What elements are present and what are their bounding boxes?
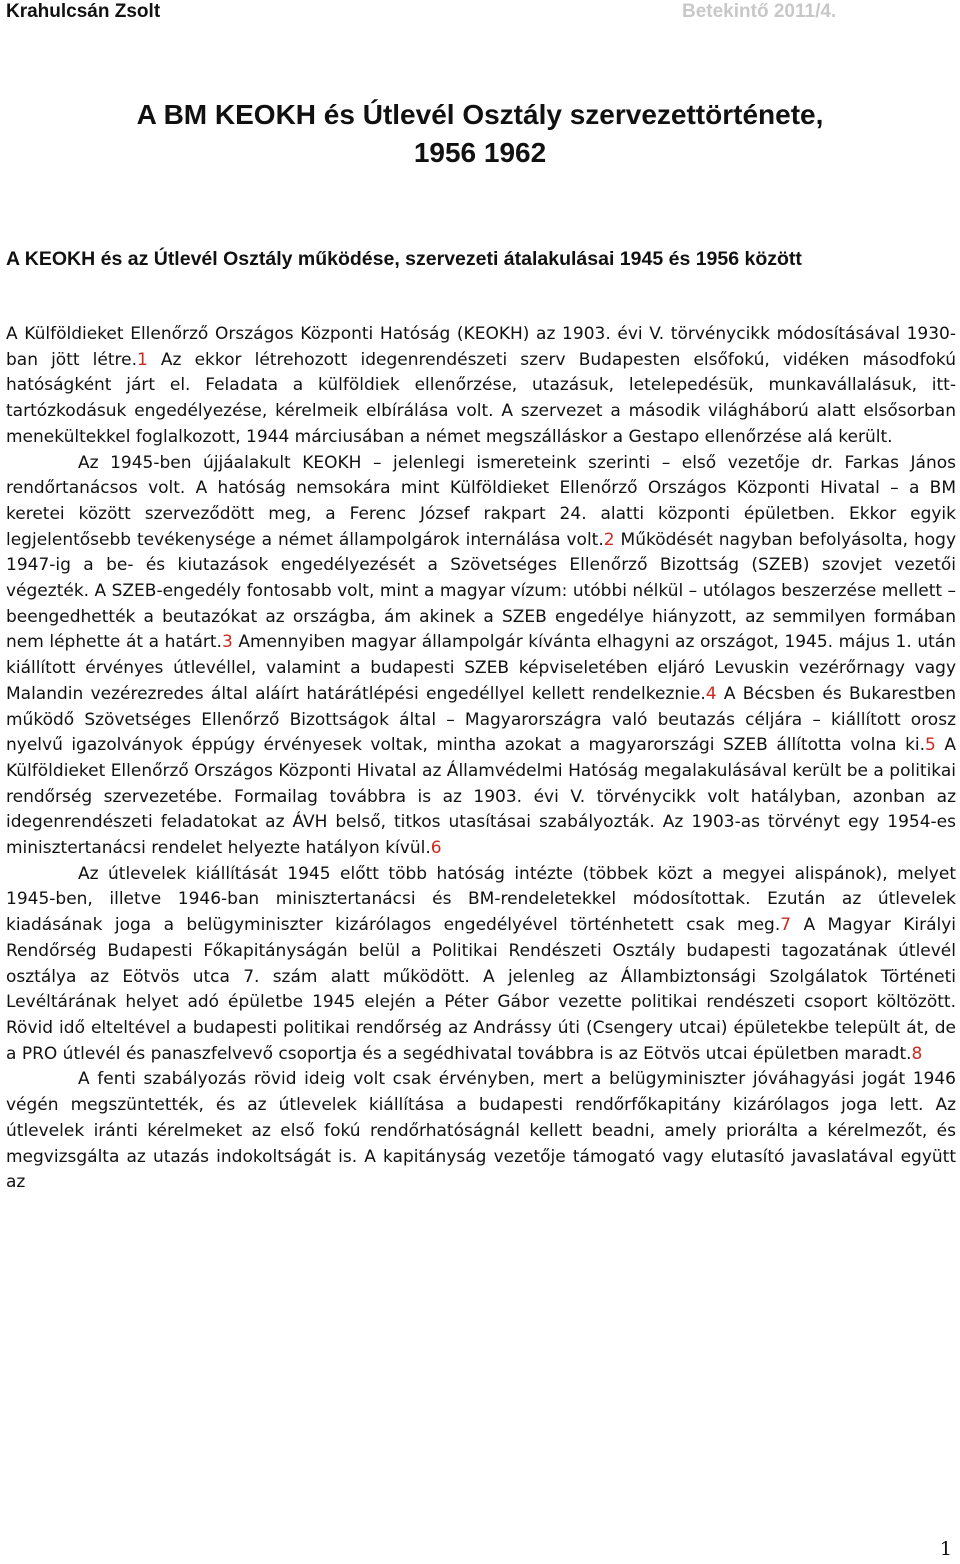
header-author: Krahulcsán Zsolt [6, 1, 161, 22]
paragraph-text: A Magyar Királyi Rendőrség Budapesti Főkapitányságán belül a Politikai Rendészeti Osztály budapesti tagozatának útlevél osztálya az Eötvös utca 7. szám alatt működött. A jelenleg az Állambiztonsági Szolgálatok Történeti Levéltárának helyet adó épületbe 1945 elején a Péter Gábor vezette politikai rendészeti csoport költözött. Rövid idő elteltével a budapesti politikai rendőrség az Andrássy úti (Csengery utcai) épületekbe települt át, de a PRO útlevél és panaszfelvevő csoportja és a segédhivatal továbbra is az Eötvös utcai épületben maradt. [6, 915, 957, 1064]
paragraph [6, 451, 956, 862]
footnote-ref[interactable]: 7 [780, 915, 792, 936]
paragraph-text: Amennyiben magyar állampolgár kívánta elhagyni az országot, 1945. május 1. után kiállított érvényes útlevéllel, valamint a budapesti SZEB képviseletében eljáró Levuskin vezérőrnagy vagy Malandin vezérezredes által aláírt határátlépési engedéllyel kellett rendelkeznie. [6, 632, 956, 704]
paragraph-text: Működését nagyban befolyásolta, hogy 1947-ig a be- és kiutazások engedélyezését a Szövetséges Ellenőrző Bizottság (SZEB) szovjet vezetői végezték. A SZEB-engedély fontosabb volt, mint a magyar vízum: utóbbi nélkül – utólagos beszerzése mellett – beengedhették a beutazókat az országba, ám akinek a SZEB engedélye hiányzott, az semmilyen formában nem léphette át a határt. [6, 529, 956, 653]
paragraph-text: A fenti szabályozás rövid ideig volt csak érvényben, mert a belügyminiszter jóváhagyási jogát 1946 végén megszüntették, és az útlevelek kiállítása a budapesti rendőrfőkapitány kizárólagos joga lett. Az útlevelek iránti kérelmeket az első fokú rendőrhatóságnál kellett beadni, amely priorálta a kérelmezőt, és megvizsgálta az utazás indokoltságát is. A kapitányság vezetője támogató vagy elutasító javaslatával együtt az [6, 1069, 956, 1193]
paragraph [6, 862, 956, 1068]
article-title [0, 96, 960, 172]
footnote-ref[interactable]: 6 [430, 838, 442, 859]
footnote-ref[interactable]: 4 [705, 683, 717, 704]
paragraph-text: Az ekkor létrehozott idegenrendészeti szerv Budapesten elsőfokú, vidéken másodfokú hatóságként járt el. Feladata a külföldiek ellenőrzése, utazásuk, letelepedésük, munkavállalásuk, itt-tartózkodásuk engedélyezése, kérelmeik elbírálása volt. A szervezet a második világháború alatt elsősorban menekültekkel foglalkozott, 1944 márciusában a német megszálláskor a Gestapo ellenőrzése alá került. [6, 349, 956, 447]
article-title-line-2: 1956 1962 [413, 137, 547, 168]
page-number: 1 [939, 1538, 952, 1560]
paragraph-text: A Bécsben és Bukarestben működő Szövetséges Ellenőrző Bizottságok által – Magyarországra való beutazás céljára – kiállított orosz nyelvű igazolványok éppúgy érvényesek voltak, mintha azokat a magyarországi SZEB állította volna ki. [6, 683, 956, 756]
paragraph [6, 322, 956, 451]
section-heading: A KEOKH és az Útlevél Osztály működése, szervezeti átalakulásai 1945 és 1956 között [6, 248, 802, 270]
paragraph-text: Az 1945-ben újjáalakult KEOKH – jelenlegi ismereteink szerinti – első vezetője dr. Farkas János rendőrtanácsos volt. A hatóság nemsokára mint Külföldieket Ellenőrző Országos Központi Hivatal – a BM keretei között szerveződött meg, a Ferenc József rakpart 24. alatti központi épületben. Ekkor egyik legjelentősebb tevékenysége a német állampolgárok internálása volt. [6, 452, 956, 550]
paragraph-text: A Külföldieket Ellenőrző Országos Központi Hatóság (KEOKH) az 1903. évi V. törvénycikk módosításával 1930-ban jött létre. [6, 324, 956, 370]
paragraph-text: A Külföldieket Ellenőrző Országos Központi Hivatal az Államvédelmi Hatóság megalakulásával került be a politikai rendőrség szervezetébe. Formailag továbbra is az 1903. évi V. törvénycikk volt hatályban, azonban az idegenrendészeti feladatokat az ÁVH belső, titkos utasításai szabályozták. Az 1903-as törvényt egy 1954-es minisztertanácsi rendelet helyezte hatályon kívül. [6, 735, 956, 859]
article-title-line-1: A BM KEOKH és Útlevél Osztály szervezettörténete, [136, 99, 824, 130]
footnote-ref[interactable]: 8 [911, 1043, 923, 1064]
body-text [6, 322, 956, 1196]
footnote-ref[interactable]: 5 [925, 735, 936, 756]
running-header [6, 0, 954, 24]
footnote-ref[interactable]: 3 [221, 632, 233, 653]
header-journal: Betekintő 2011/4. [682, 1, 837, 22]
footnote-ref[interactable]: 2 [603, 529, 615, 550]
paragraph [6, 1067, 956, 1196]
footnote-ref[interactable]: 1 [136, 349, 148, 370]
paragraph-text: Az útlevelek kiállítását 1945 előtt több hatóság intézte (többek közt a megyei alispánok), melyet 1945-ben, illetve 1946-ban minisztertanácsi és BM-rendeletekkel módosítottak. Ezután az útlevelek kiadásának joga a belügyminiszter kizárólagos engedélyével történhetett csak meg. [6, 863, 956, 936]
